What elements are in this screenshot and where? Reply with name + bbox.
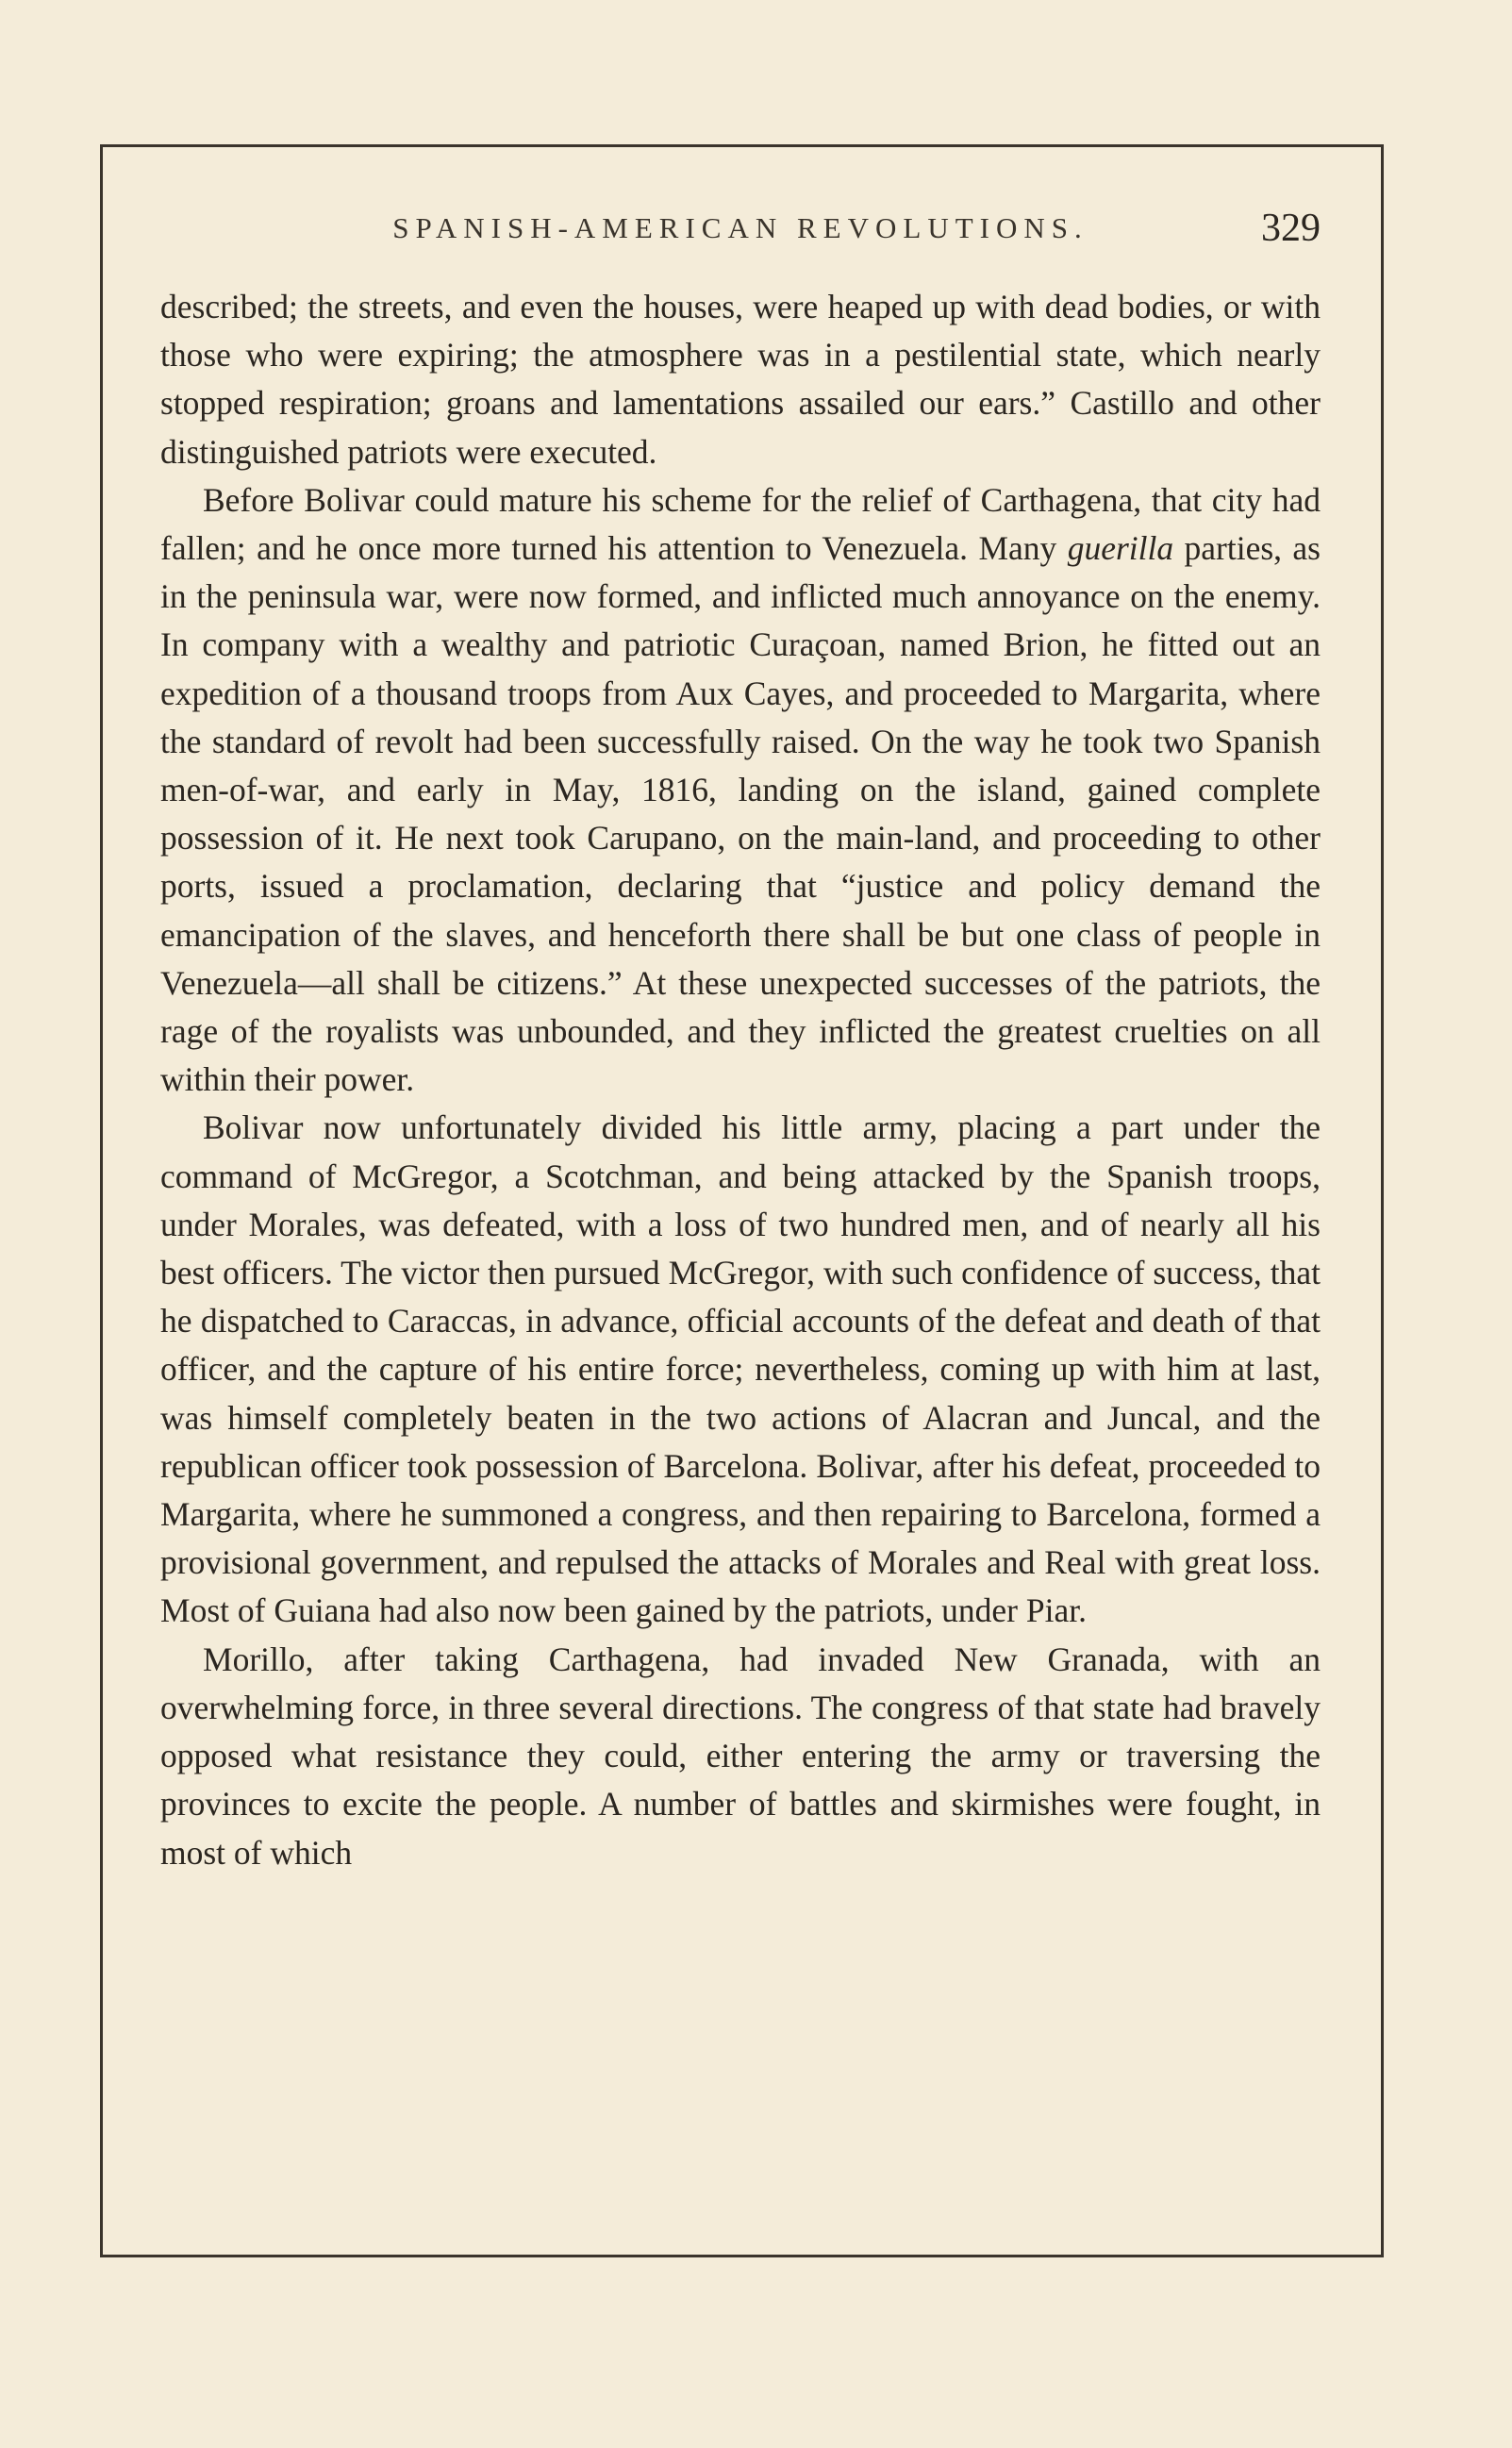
running-head [160,206,1321,262]
italic-term: guerilla [1067,529,1174,568]
paragraph-2 [160,476,1321,1105]
paragraph-4: Morillo, after taking Carthagena, had invaded New Granada, with an overwhelming force, in three several directions. The congress of that state had bravely opposed what resistance they could, either entering the army or traversing the provinces to excite the people. A number of battles and skirmishes were fought, in most of which [160,1640,1321,1872]
paragraph-1: described; the streets, and even the houses, were heaped up with dead bodies, or with those who were expiring; the atmosphere was in a pestilential state, which nearly stopped respiration; groans and lamentations assailed our ears.” Castillo and other distinguished patriots were executed. [160,288,1321,471]
running-title: SPANISH-AMERICAN REVOLUTIONS. [392,211,1088,244]
paragraph-3: Bolivar now unfortunately divided his little army, placing a part under the command of McGregor, a Scotchman, and being attacked by the Spanish troops, under Morales, was defeated, with a loss of two hundred men, and of nearly all his best officers. The victor then pursued McGregor, with such confidence of success, that he dispatched to Caraccas, in advance, official accounts of the defeat and death of that officer, and the capture of his entire force; nevertheless, coming up with him at last, was himself completely beaten in the two actions of Alacran and Juncal, and the republican officer took possession of Barcelona. Bolivar, after his defeat, proceeded to Margarita, where he summoned a congress, and then repairing to Barcelona, formed a provisional government, and repulsed the attacks of Morales and Real with great loss. Most of Guiana had also now been gained by the patriots, under Piar. [160,1108,1321,1630]
paragraph-2-text-a: Before Bolivar could mature his scheme for the relief of Carthagena, that city had fallen; and he once more turned his attention to Venezuela. Many [160,480,1321,568]
paragraph-2-text-b: parties, as in the peninsula war, were now formed, and inflicted much annoyance on the enemy. In company with a wealthy and patriotic Curaçoan, named Brion, he fitted out an expedition of a thousand troops from Aux Cayes, and proceeded to Margarita, where the standard of revolt had been successfully raised. On the way he took two Spanish men-of-war, and early in May, 1816, landing on the island, gained complete possession of it. He next took Carupano, on the main-land, and proceeding to other ports, issued a proclamation, declaring that “justice and policy demand the emancipation of the slaves, and henceforth there shall be but one class of people in Venezuela—all shall be citizens.” At these unexpected successes of the patriots, the rage of the royalists was unbounded, and they inflicted the greatest cruelties on all within their power. [160,529,1321,1099]
body-text [160,283,1321,1877]
page-number: 329 [1261,207,1321,250]
